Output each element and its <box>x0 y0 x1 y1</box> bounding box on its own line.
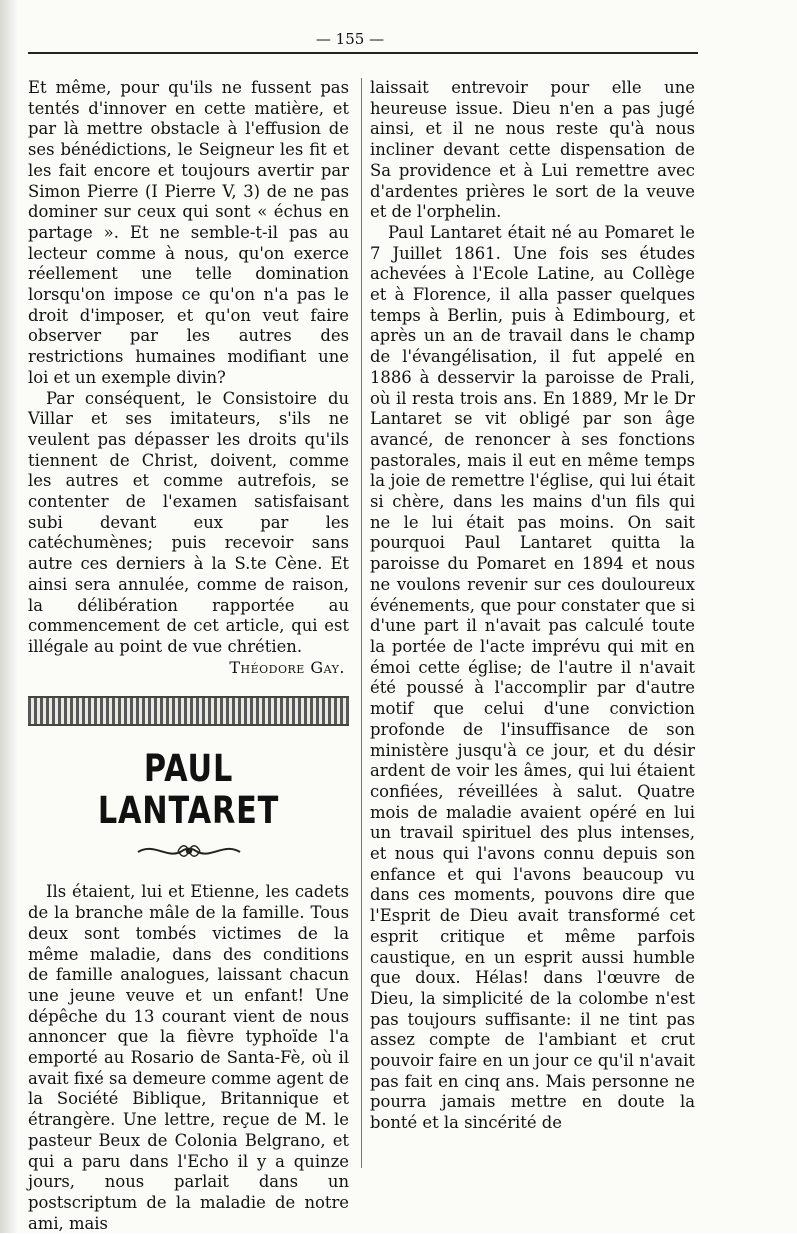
ornamental-divider <box>28 696 349 726</box>
page-number: — 155 — <box>315 30 385 48</box>
paragraph: Par conséquent, le Consistoire du Villar et ses imitateurs, s'ils ne veulent pas dépasser les droits qu'ils tiennent de Christ, doivent, comme les autres et comme autrefois, se contenter de l'examen satisfaisant subi devant eux par les catéchumènes; puis recevoir sans autre ces derniers à la S.te Cène. Et ainsi sera annulée, comme de raison, la délibération rapportée au commencement de cet article, qui est illégale au point de vue chrétien. <box>28 388 349 656</box>
left-column <box>28 78 349 1234</box>
right-column <box>370 78 695 1134</box>
author-signature: Théodore Gay. <box>229 657 345 677</box>
paragraph: Ils étaient, lui et Etienne, les cadets de la branche mâle de la famille. Tous deux sont tombés victimes de la même maladie, dans des conditions de famille analogues, laissant chacun une jeune veuve et un enfant! Une dépêche du 13 courant vient de nous annoncer que la fièvre typhoïde l'a emporté au Rosario de Santa-Fè, où il avait fixé sa demeure comme agent de la Société Biblique, Britannique et étrangère. Une lettre, reçue de M. le pasteur Beux de Colonia Belgrano, et qui a paru dans l'Echo il y a quinze jours, nous parlait dans un postscriptum de la maladie de notre ami, mais <box>28 882 349 1233</box>
article-title: PAUL LANTARET <box>97 747 280 833</box>
paragraph: laissait entrevoir pour elle une heureuse issue. Dieu n'en a pas jugé ainsi, et il ne nous reste qu'à nous incliner devant cette dispensation de Sa providence et à Lui remettre avec d'ardentes prières le sort de la veuve et de l'orphelin. <box>370 78 695 222</box>
column-divider <box>361 78 362 1168</box>
page-edge-shadow <box>0 0 18 1233</box>
flourish-ornament-icon <box>28 838 349 868</box>
header-rule <box>28 52 698 54</box>
paragraph: Et même, pour qu'ils ne fussent pas tentés d'innover en cette matière, et par là mettre obstacle à l'effusion de ses bénédictions, le Seigneur les fit et les fait encore et toujours avertir par Simon Pierre (I Pierre V, 3) de ne pas dominer sur ceux qui sont « échus en partage ». Et ne semble-t-il pas au lecteur comme à nous, qu'on exerce réellement une telle domination lorsqu'on impose ce qu'on n'a pas le droit d'imposer, et qu'on veut faire observer par les autres des restrictions humaines modifiant une loi et un exemple divin? <box>28 78 349 387</box>
paragraph: Paul Lantaret était né au Pomaret le 7 Juillet 1861. Une fois ses études achevées à l'Ecole Latine, au Collège et à Florence, il alla passer quelques temps à Berlin, puis à Edimbourg, et après un an de travail dans le champ de l'évangélisation, il fut appelé en 1886 à desservir la paroisse de Prali, où il resta trois ans. En 1889, Mr le Dr Lantaret se vit obligé par son âge avancé, de renoncer à ses fonctions pastorales, mais il eut en même temps la joie de remettre l'église, qui lui était si chère, dans les mains d'un fils qui ne le lui était pas moins. On sait pourquoi Paul Lantaret quitta la paroisse du Pomaret en 1894 et nous ne voulons revenir sur ces douloureux événements, que pour constater que si d'une part il n'avait pas calculé toute la portée de l'acte imprévu qui mit en émoi cette église; de l'autre il n'avait été poussé à l'accomplir par d'autre motif que celui d'une conviction profonde de l'insuffisance de son ministère jusqu'à ce jour, et du désir ardent de voir les âmes, qui lui étaient confiées, réveillées à salut. Quatre mois de maladie avaient opéré en lui un travail spirituel des plus intenses, et nous qui l'avons connu depuis son enfance et qui l'avons beaucoup vu dans ces moments, pouvons dire que l'Esprit de Dieu avait transformé cet esprit critique et même parfois caustique, en un esprit aussi humble que doux. Hélas! dans l'œuvre de Dieu, la simplicité de la colombe n'est pas toujours suffisante: il ne tint pas assez compte de l'ambiant et crut pouvoir faire en un jour ce qu'il n'avait pas fait en cinq ans. Mais personne ne pourra jamais mettre en doute la bonté et la sincérité de <box>370 222 695 1133</box>
